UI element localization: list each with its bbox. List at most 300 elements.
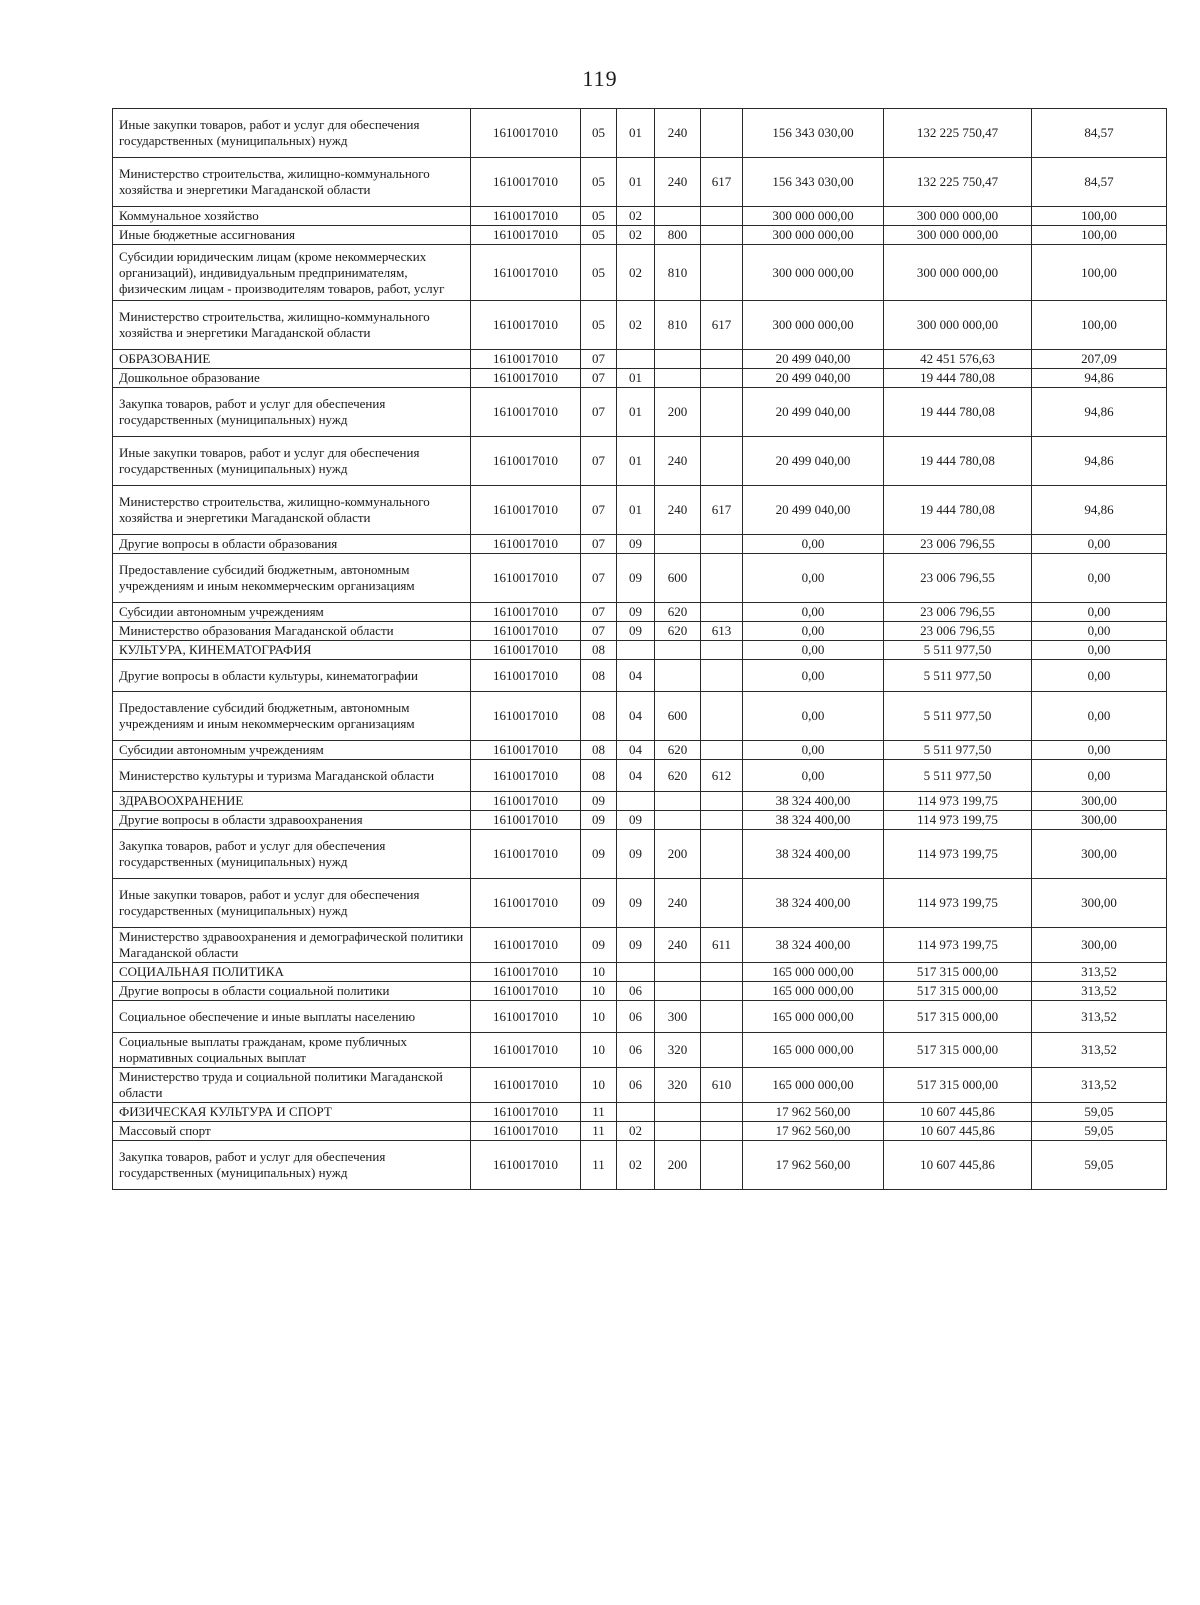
table-row — [113, 207, 1167, 226]
percent-cell: 0,00 — [1032, 741, 1167, 760]
percent-cell: 300,00 — [1032, 830, 1167, 879]
percent-cell: 59,05 — [1032, 1122, 1167, 1141]
target-article-cell: 1610017010 — [471, 760, 581, 792]
admin-code-cell — [701, 245, 743, 301]
expense-type-cell — [655, 641, 701, 660]
actual-amount-cell: 10 607 445,86 — [884, 1122, 1032, 1141]
percent-cell: 300,00 — [1032, 879, 1167, 928]
planned-amount-cell: 38 324 400,00 — [743, 830, 884, 879]
expense-type-cell — [655, 535, 701, 554]
section-cell: 10 — [581, 1068, 617, 1103]
table-row — [113, 554, 1167, 603]
section-cell: 07 — [581, 369, 617, 388]
subsection-cell: 02 — [617, 1122, 655, 1141]
planned-amount-cell: 20 499 040,00 — [743, 350, 884, 369]
actual-amount-cell: 23 006 796,55 — [884, 554, 1032, 603]
expense-type-cell — [655, 963, 701, 982]
section-cell: 07 — [581, 350, 617, 369]
section-cell: 07 — [581, 388, 617, 437]
section-cell: 08 — [581, 641, 617, 660]
subsection-cell: 02 — [617, 226, 655, 245]
target-article-cell: 1610017010 — [471, 660, 581, 692]
target-article-cell: 1610017010 — [471, 792, 581, 811]
percent-cell: 0,00 — [1032, 622, 1167, 641]
percent-cell: 59,05 — [1032, 1141, 1167, 1190]
actual-amount-cell: 23 006 796,55 — [884, 535, 1032, 554]
planned-amount-cell: 165 000 000,00 — [743, 963, 884, 982]
budget-table — [112, 108, 1167, 1190]
section-cell: 09 — [581, 928, 617, 963]
row-name-cell: Закупка товаров, работ и услуг для обеспечения государственных (муниципальных) нужд — [113, 830, 471, 879]
table-row — [113, 622, 1167, 641]
percent-cell: 313,52 — [1032, 1068, 1167, 1103]
expense-type-cell: 620 — [655, 603, 701, 622]
planned-amount-cell: 0,00 — [743, 741, 884, 760]
section-cell: 10 — [581, 1001, 617, 1033]
subsection-cell: 04 — [617, 760, 655, 792]
expense-type-cell — [655, 811, 701, 830]
expense-type-cell: 240 — [655, 879, 701, 928]
target-article-cell: 1610017010 — [471, 109, 581, 158]
subsection-cell: 02 — [617, 1141, 655, 1190]
expense-type-cell: 620 — [655, 622, 701, 641]
planned-amount-cell: 165 000 000,00 — [743, 982, 884, 1001]
actual-amount-cell: 19 444 780,08 — [884, 486, 1032, 535]
expense-type-cell: 320 — [655, 1068, 701, 1103]
planned-amount-cell: 0,00 — [743, 641, 884, 660]
row-name-cell: Другие вопросы в области образования — [113, 535, 471, 554]
section-cell: 11 — [581, 1141, 617, 1190]
subsection-cell: 09 — [617, 811, 655, 830]
table-row — [113, 109, 1167, 158]
actual-amount-cell: 19 444 780,08 — [884, 388, 1032, 437]
actual-amount-cell: 132 225 750,47 — [884, 158, 1032, 207]
expense-type-cell: 240 — [655, 486, 701, 535]
row-name-cell: Закупка товаров, работ и услуг для обеспечения государственных (муниципальных) нужд — [113, 1141, 471, 1190]
actual-amount-cell: 132 225 750,47 — [884, 109, 1032, 158]
expense-type-cell — [655, 982, 701, 1001]
table-row — [113, 437, 1167, 486]
target-article-cell: 1610017010 — [471, 535, 581, 554]
actual-amount-cell: 114 973 199,75 — [884, 792, 1032, 811]
table-row — [113, 692, 1167, 741]
admin-code-cell — [701, 792, 743, 811]
percent-cell: 0,00 — [1032, 641, 1167, 660]
target-article-cell: 1610017010 — [471, 486, 581, 535]
admin-code-cell — [701, 1141, 743, 1190]
table-row — [113, 603, 1167, 622]
admin-code-cell: 610 — [701, 1068, 743, 1103]
row-name-cell: КУЛЬТУРА, КИНЕМАТОГРАФИЯ — [113, 641, 471, 660]
row-name-cell: Другие вопросы в области здравоохранения — [113, 811, 471, 830]
percent-cell: 313,52 — [1032, 963, 1167, 982]
percent-cell: 94,86 — [1032, 486, 1167, 535]
planned-amount-cell: 0,00 — [743, 603, 884, 622]
percent-cell: 300,00 — [1032, 811, 1167, 830]
section-cell: 09 — [581, 811, 617, 830]
admin-code-cell — [701, 437, 743, 486]
actual-amount-cell: 114 973 199,75 — [884, 811, 1032, 830]
section-cell: 05 — [581, 226, 617, 245]
actual-amount-cell: 42 451 576,63 — [884, 350, 1032, 369]
subsection-cell: 06 — [617, 982, 655, 1001]
admin-code-cell: 617 — [701, 486, 743, 535]
target-article-cell: 1610017010 — [471, 245, 581, 301]
planned-amount-cell: 0,00 — [743, 692, 884, 741]
table-row — [113, 301, 1167, 350]
subsection-cell: 09 — [617, 830, 655, 879]
subsection-cell: 01 — [617, 109, 655, 158]
planned-amount-cell: 17 962 560,00 — [743, 1141, 884, 1190]
percent-cell: 94,86 — [1032, 437, 1167, 486]
actual-amount-cell: 19 444 780,08 — [884, 369, 1032, 388]
planned-amount-cell: 38 324 400,00 — [743, 811, 884, 830]
row-name-cell: Предоставление субсидий бюджетным, автономным учреждениям и иным некоммерческим организациям — [113, 554, 471, 603]
section-cell: 05 — [581, 158, 617, 207]
table-row — [113, 245, 1167, 301]
subsection-cell: 09 — [617, 928, 655, 963]
planned-amount-cell: 17 962 560,00 — [743, 1122, 884, 1141]
section-cell: 05 — [581, 245, 617, 301]
expense-type-cell: 620 — [655, 741, 701, 760]
table-row — [113, 350, 1167, 369]
target-article-cell: 1610017010 — [471, 437, 581, 486]
actual-amount-cell: 5 511 977,50 — [884, 641, 1032, 660]
percent-cell: 94,86 — [1032, 369, 1167, 388]
section-cell: 11 — [581, 1122, 617, 1141]
row-name-cell: Иные закупки товаров, работ и услуг для обеспечения государственных (муниципальных) нужд — [113, 879, 471, 928]
percent-cell: 100,00 — [1032, 207, 1167, 226]
target-article-cell: 1610017010 — [471, 1122, 581, 1141]
table-row — [113, 535, 1167, 554]
actual-amount-cell: 23 006 796,55 — [884, 622, 1032, 641]
target-article-cell: 1610017010 — [471, 928, 581, 963]
row-name-cell: Коммунальное хозяйство — [113, 207, 471, 226]
expense-type-cell — [655, 1122, 701, 1141]
row-name-cell: Дошкольное образование — [113, 369, 471, 388]
planned-amount-cell: 17 962 560,00 — [743, 1103, 884, 1122]
section-cell: 07 — [581, 535, 617, 554]
section-cell: 10 — [581, 1033, 617, 1068]
percent-cell: 84,57 — [1032, 109, 1167, 158]
planned-amount-cell: 156 343 030,00 — [743, 158, 884, 207]
expense-type-cell: 240 — [655, 928, 701, 963]
row-name-cell: Массовый спорт — [113, 1122, 471, 1141]
admin-code-cell — [701, 830, 743, 879]
target-article-cell: 1610017010 — [471, 388, 581, 437]
subsection-cell: 06 — [617, 1033, 655, 1068]
planned-amount-cell: 165 000 000,00 — [743, 1033, 884, 1068]
admin-code-cell — [701, 226, 743, 245]
planned-amount-cell: 0,00 — [743, 660, 884, 692]
admin-code-cell — [701, 641, 743, 660]
planned-amount-cell: 20 499 040,00 — [743, 486, 884, 535]
actual-amount-cell: 5 511 977,50 — [884, 660, 1032, 692]
table-row — [113, 982, 1167, 1001]
expense-type-cell — [655, 792, 701, 811]
expense-type-cell: 240 — [655, 109, 701, 158]
row-name-cell: ЗДРАВООХРАНЕНИЕ — [113, 792, 471, 811]
row-name-cell: Министерство строительства, жилищно-коммунального хозяйства и энергетики Магаданской области — [113, 301, 471, 350]
subsection-cell: 02 — [617, 207, 655, 226]
admin-code-cell — [701, 369, 743, 388]
row-name-cell: Министерство образования Магаданской области — [113, 622, 471, 641]
subsection-cell: 01 — [617, 158, 655, 207]
admin-code-cell — [701, 982, 743, 1001]
section-cell: 07 — [581, 437, 617, 486]
table-row — [113, 1068, 1167, 1103]
section-cell: 05 — [581, 207, 617, 226]
planned-amount-cell: 165 000 000,00 — [743, 1068, 884, 1103]
percent-cell: 84,57 — [1032, 158, 1167, 207]
percent-cell: 100,00 — [1032, 301, 1167, 350]
percent-cell: 313,52 — [1032, 982, 1167, 1001]
expense-type-cell: 600 — [655, 554, 701, 603]
actual-amount-cell: 10 607 445,86 — [884, 1103, 1032, 1122]
actual-amount-cell: 5 511 977,50 — [884, 692, 1032, 741]
table-row — [113, 879, 1167, 928]
section-cell: 08 — [581, 692, 617, 741]
percent-cell: 59,05 — [1032, 1103, 1167, 1122]
planned-amount-cell: 38 324 400,00 — [743, 792, 884, 811]
table-row — [113, 1033, 1167, 1068]
table-row — [113, 760, 1167, 792]
planned-amount-cell: 20 499 040,00 — [743, 369, 884, 388]
table-row — [113, 1103, 1167, 1122]
subsection-cell — [617, 1103, 655, 1122]
section-cell: 08 — [581, 741, 617, 760]
table-row — [113, 641, 1167, 660]
row-name-cell: Субсидии автономным учреждениям — [113, 603, 471, 622]
row-name-cell: Предоставление субсидий бюджетным, автономным учреждениям и иным некоммерческим организациям — [113, 692, 471, 741]
subsection-cell — [617, 350, 655, 369]
section-cell: 05 — [581, 301, 617, 350]
subsection-cell: 09 — [617, 622, 655, 641]
subsection-cell: 02 — [617, 245, 655, 301]
subsection-cell: 09 — [617, 535, 655, 554]
percent-cell: 94,86 — [1032, 388, 1167, 437]
table-row — [113, 226, 1167, 245]
target-article-cell: 1610017010 — [471, 158, 581, 207]
table-row — [113, 369, 1167, 388]
expense-type-cell: 200 — [655, 830, 701, 879]
target-article-cell: 1610017010 — [471, 830, 581, 879]
target-article-cell: 1610017010 — [471, 369, 581, 388]
planned-amount-cell: 20 499 040,00 — [743, 437, 884, 486]
actual-amount-cell: 300 000 000,00 — [884, 301, 1032, 350]
admin-code-cell — [701, 350, 743, 369]
subsection-cell: 09 — [617, 603, 655, 622]
subsection-cell — [617, 641, 655, 660]
admin-code-cell: 613 — [701, 622, 743, 641]
table-row — [113, 811, 1167, 830]
admin-code-cell — [701, 603, 743, 622]
admin-code-cell — [701, 660, 743, 692]
expense-type-cell: 240 — [655, 437, 701, 486]
admin-code-cell: 617 — [701, 301, 743, 350]
section-cell: 07 — [581, 554, 617, 603]
expense-type-cell: 810 — [655, 301, 701, 350]
table-row — [113, 388, 1167, 437]
row-name-cell: Закупка товаров, работ и услуг для обеспечения государственных (муниципальных) нужд — [113, 388, 471, 437]
actual-amount-cell: 300 000 000,00 — [884, 245, 1032, 301]
actual-amount-cell: 517 315 000,00 — [884, 1068, 1032, 1103]
actual-amount-cell: 23 006 796,55 — [884, 603, 1032, 622]
row-name-cell: Другие вопросы в области культуры, кинематографии — [113, 660, 471, 692]
subsection-cell: 04 — [617, 741, 655, 760]
expense-type-cell: 620 — [655, 760, 701, 792]
target-article-cell: 1610017010 — [471, 811, 581, 830]
table-row — [113, 741, 1167, 760]
row-name-cell: Министерство строительства, жилищно-коммунального хозяйства и энергетики Магаданской области — [113, 486, 471, 535]
percent-cell: 0,00 — [1032, 603, 1167, 622]
admin-code-cell — [701, 1122, 743, 1141]
section-cell: 05 — [581, 109, 617, 158]
target-article-cell: 1610017010 — [471, 692, 581, 741]
section-cell: 09 — [581, 879, 617, 928]
row-name-cell: Министерство труда и социальной политики Магаданской области — [113, 1068, 471, 1103]
planned-amount-cell: 300 000 000,00 — [743, 301, 884, 350]
planned-amount-cell: 38 324 400,00 — [743, 928, 884, 963]
actual-amount-cell: 114 973 199,75 — [884, 830, 1032, 879]
admin-code-cell — [701, 535, 743, 554]
expense-type-cell: 810 — [655, 245, 701, 301]
subsection-cell: 06 — [617, 1068, 655, 1103]
subsection-cell: 01 — [617, 486, 655, 535]
subsection-cell: 02 — [617, 301, 655, 350]
planned-amount-cell: 300 000 000,00 — [743, 207, 884, 226]
percent-cell: 0,00 — [1032, 692, 1167, 741]
section-cell: 08 — [581, 660, 617, 692]
section-cell: 09 — [581, 792, 617, 811]
table-row — [113, 158, 1167, 207]
row-name-cell: Министерство здравоохранения и демографической политики Магаданской области — [113, 928, 471, 963]
target-article-cell: 1610017010 — [471, 301, 581, 350]
planned-amount-cell: 20 499 040,00 — [743, 388, 884, 437]
row-name-cell: Субсидии автономным учреждениям — [113, 741, 471, 760]
actual-amount-cell: 5 511 977,50 — [884, 741, 1032, 760]
target-article-cell: 1610017010 — [471, 879, 581, 928]
table-row — [113, 1122, 1167, 1141]
row-name-cell: Министерство строительства, жилищно-коммунального хозяйства и энергетики Магаданской области — [113, 158, 471, 207]
expense-type-cell — [655, 207, 701, 226]
planned-amount-cell: 38 324 400,00 — [743, 879, 884, 928]
target-article-cell: 1610017010 — [471, 741, 581, 760]
planned-amount-cell: 0,00 — [743, 622, 884, 641]
admin-code-cell — [701, 963, 743, 982]
actual-amount-cell: 114 973 199,75 — [884, 879, 1032, 928]
admin-code-cell: 612 — [701, 760, 743, 792]
actual-amount-cell: 300 000 000,00 — [884, 226, 1032, 245]
row-name-cell: Иные бюджетные ассигнования — [113, 226, 471, 245]
actual-amount-cell: 300 000 000,00 — [884, 207, 1032, 226]
actual-amount-cell: 19 444 780,08 — [884, 437, 1032, 486]
row-name-cell: Иные закупки товаров, работ и услуг для обеспечения государственных (муниципальных) нужд — [113, 437, 471, 486]
target-article-cell: 1610017010 — [471, 207, 581, 226]
admin-code-cell — [701, 109, 743, 158]
page-number: 119 — [582, 66, 618, 91]
admin-code-cell — [701, 1103, 743, 1122]
table-row — [113, 792, 1167, 811]
expense-type-cell — [655, 369, 701, 388]
admin-code-cell — [701, 1001, 743, 1033]
planned-amount-cell: 165 000 000,00 — [743, 1001, 884, 1033]
table-body — [113, 109, 1167, 1190]
table-row — [113, 830, 1167, 879]
actual-amount-cell: 10 607 445,86 — [884, 1141, 1032, 1190]
admin-code-cell — [701, 388, 743, 437]
expense-type-cell: 200 — [655, 1141, 701, 1190]
row-name-cell: Социальное обеспечение и иные выплаты населению — [113, 1001, 471, 1033]
admin-code-cell: 617 — [701, 158, 743, 207]
percent-cell: 100,00 — [1032, 245, 1167, 301]
expense-type-cell: 240 — [655, 158, 701, 207]
expense-type-cell: 600 — [655, 692, 701, 741]
subsection-cell: 01 — [617, 437, 655, 486]
expense-type-cell: 320 — [655, 1033, 701, 1068]
actual-amount-cell: 5 511 977,50 — [884, 760, 1032, 792]
expense-type-cell — [655, 1103, 701, 1122]
table-row — [113, 486, 1167, 535]
target-article-cell: 1610017010 — [471, 963, 581, 982]
percent-cell: 0,00 — [1032, 535, 1167, 554]
section-cell: 08 — [581, 760, 617, 792]
row-name-cell: ФИЗИЧЕСКАЯ КУЛЬТУРА И СПОРТ — [113, 1103, 471, 1122]
row-name-cell: СОЦИАЛЬНАЯ ПОЛИТИКА — [113, 963, 471, 982]
subsection-cell: 01 — [617, 388, 655, 437]
expense-type-cell: 200 — [655, 388, 701, 437]
table-row — [113, 928, 1167, 963]
admin-code-cell — [701, 879, 743, 928]
percent-cell: 313,52 — [1032, 1033, 1167, 1068]
subsection-cell: 01 — [617, 369, 655, 388]
section-cell: 10 — [581, 963, 617, 982]
admin-code-cell — [701, 741, 743, 760]
planned-amount-cell: 0,00 — [743, 535, 884, 554]
subsection-cell — [617, 792, 655, 811]
subsection-cell: 09 — [617, 879, 655, 928]
percent-cell: 207,09 — [1032, 350, 1167, 369]
percent-cell: 300,00 — [1032, 928, 1167, 963]
target-article-cell: 1610017010 — [471, 1068, 581, 1103]
percent-cell: 100,00 — [1032, 226, 1167, 245]
planned-amount-cell: 0,00 — [743, 760, 884, 792]
target-article-cell: 1610017010 — [471, 554, 581, 603]
percent-cell: 0,00 — [1032, 760, 1167, 792]
percent-cell: 313,52 — [1032, 1001, 1167, 1033]
subsection-cell: 09 — [617, 554, 655, 603]
subsection-cell — [617, 963, 655, 982]
planned-amount-cell: 0,00 — [743, 554, 884, 603]
target-article-cell: 1610017010 — [471, 1033, 581, 1068]
percent-cell: 300,00 — [1032, 792, 1167, 811]
percent-cell: 0,00 — [1032, 554, 1167, 603]
table-row — [113, 660, 1167, 692]
section-cell: 07 — [581, 622, 617, 641]
row-name-cell: Другие вопросы в области социальной политики — [113, 982, 471, 1001]
admin-code-cell — [701, 811, 743, 830]
actual-amount-cell: 517 315 000,00 — [884, 982, 1032, 1001]
section-cell: 07 — [581, 486, 617, 535]
target-article-cell: 1610017010 — [471, 1001, 581, 1033]
admin-code-cell: 611 — [701, 928, 743, 963]
row-name-cell: Социальные выплаты гражданам, кроме публичных нормативных социальных выплат — [113, 1033, 471, 1068]
target-article-cell: 1610017010 — [471, 226, 581, 245]
expense-type-cell: 300 — [655, 1001, 701, 1033]
planned-amount-cell: 300 000 000,00 — [743, 245, 884, 301]
section-cell: 09 — [581, 830, 617, 879]
target-article-cell: 1610017010 — [471, 622, 581, 641]
